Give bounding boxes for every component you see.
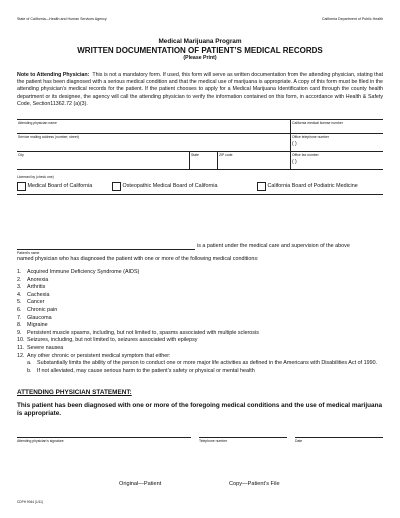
signature-field[interactable] [17,437,191,438]
copy-original: Original—Patient [119,481,162,487]
fax-label: Office fax number [292,153,319,157]
telephone-field[interactable] [290,134,383,151]
license-option-osteopathic[interactable] [112,181,217,191]
state-field[interactable] [189,152,217,169]
divider [17,194,383,195]
patient-name-label: Patient’s name [17,251,40,255]
license-option-podiatric[interactable] [257,181,358,191]
fax-area-code: ( ) [292,159,297,165]
list-item: 3. Arthritis [17,284,46,291]
conditions-list [17,269,383,375]
date-label: Date [295,439,303,443]
patient-name-field[interactable] [17,249,195,250]
row-city-fax [17,152,383,170]
department-name: California Department of Public Health [321,17,383,21]
checkbox[interactable] [17,182,26,191]
list-item: 1. Acquired Immune Deficiency Syndrome (AIDS) [17,269,140,275]
program-title: Medical Marijuana Program [158,38,242,45]
license-number-field[interactable] [290,120,383,133]
date-field[interactable] [295,437,383,438]
zip-field[interactable] [217,152,290,169]
telephone-number-label: Telephone number [199,439,228,443]
telephone-area-code: ( ) [292,141,297,147]
license-option-label: Medical Board of California [27,183,93,189]
list-item: 8. Migraine [17,322,48,329]
city-label: City [18,153,24,157]
checkbox[interactable] [257,182,266,191]
list-item: 4. Cachexia [17,291,50,298]
fax-field[interactable] [290,152,383,169]
sub-list-item: a. Substantially limits the ability of the person to conduct one or more major life activities as defined in the Americans with Disabilities Act of 1990. [27,360,378,367]
agency-name: State of California—Health and Human Services Agency [17,17,107,21]
form-title: WRITTEN DOCUMENTATION OF PATIENT’S MEDICAL RECORDS [77,46,323,55]
physician-note [17,72,383,108]
list-item: 5. Cancer [17,299,45,306]
list-item: 7. Glaucoma [17,314,52,321]
list-item: 12. Any other chronic or persistent medical symptom that either: [17,352,171,359]
mailing-address-field[interactable] [17,134,290,151]
list-item: 10. Seizures, including, but not limited to, seizures associated with epilepsy [17,337,198,344]
list-item: 6. Chronic pain [17,306,58,313]
row-name-license [17,120,383,134]
signature-label: Attending physician’s signature [17,439,64,443]
form-id: CDPH 9044 (1/11) [17,500,43,504]
checkbox[interactable] [112,182,121,191]
statement-text: This patient has been diagnosed with one or more of the foregoing medical conditions and the use of medical marijuana is appropriate. [17,402,383,418]
license-option-label: Osteopathic Medical Board of California [122,183,218,189]
list-item: 2. Anorexia [17,276,49,283]
row-address-phone [17,134,383,152]
mailing-address-label: Service mailing address (number, street) [18,135,79,139]
sub-list-item: b. If not alleviated, may cause serious harm to the patient’s safety or physical or mental health [27,367,255,374]
city-field[interactable] [17,152,189,169]
copy-file: Copy—Patient’s File [229,481,280,487]
telephone-label: Office telephone number [292,135,330,139]
diagnosis-intro: named physician who has diagnosed the patient with one or more of the following medical conditions: [17,256,259,262]
physician-name-label: Attending physician name [18,121,57,125]
license-number-label: California medical license number [292,121,343,125]
state-label: State [191,153,199,157]
physician-name-field[interactable] [17,120,290,133]
license-option-medical[interactable] [17,181,92,191]
licensed-by-label: Licensed by (check one) [17,175,54,179]
note-label: Note to Attending Physician: [17,72,90,78]
zip-label: ZIP code [219,153,233,157]
patient-care-text: is a patient under the medical care and supervision of the above [197,243,350,249]
list-item: 9. Persistent muscle spasms, including, but not limited to, spasms associated with multiple sclerosis [17,329,259,336]
telephone-number-field[interactable] [199,437,287,438]
note-text: This is not a mandatory form. If used, this form will serve as written documentation from the attending physician, stating that the patient has been diagnosed with a serious medical condition and that the medical use of marijuana is appropriate. A copy of this form must be filed in the attending physician’s medical records for the patient. If the patient chooses to apply for a Medical Marijuana Identification card through the county health department or its designee, the agency will call the attending physician to verify the information contained on this form, in accordance with Health & Safety Code, Section11362.72 (a)(3). [17,72,384,107]
physician-info-grid [17,119,383,170]
list-item: 11. Severe nausea [17,344,64,351]
statement-heading: ATTENDING PHYSICIAN STATEMENT: [17,389,132,396]
license-option-label: California Board of Podiatric Medicine [267,183,358,189]
print-instruction: (Please Print) [183,55,217,61]
